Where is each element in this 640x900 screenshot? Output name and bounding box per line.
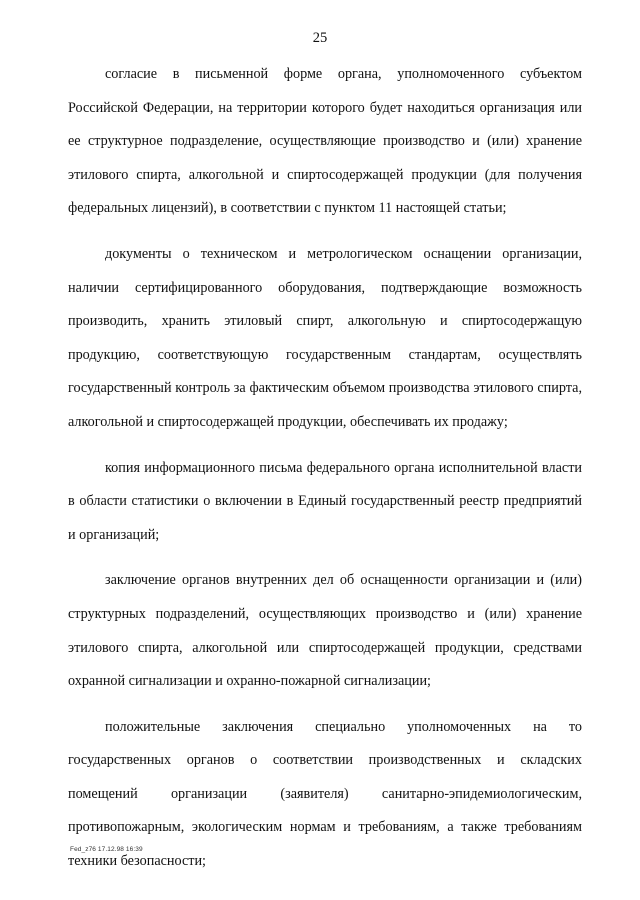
paragraph-technical-documents: документы о техническом и метрологическом оснащении организации, наличии сертифицированного оборудования, подтверждающие возможность производить, хранить этиловый спирт, алкогольную и спиртосодержащую продукцию, соответствующую государственным стандартам, осуществлять государственный контроль за фактическим объемом производства этилового спирта, алкогольной и спиртосодержащей продукции, обеспечивать их продажу; — [68, 245, 582, 430]
paragraph-state-conclusions: положительные заключения специально уполномоченных на то государственных органов о соответствии производственных и складских помещений организации (заявителя) санитарно-эпидемиологическим, противопожарным, экологическим нормам и требованиям, а также требованиям техники безопасности; — [68, 718, 582, 870]
paragraph-police-conclusion: заключение органов внутренних дел об оснащенности организации и (или) структурных подразделений, осуществляющих производство и (или) хранение этилового спирта, алкогольной или спиртосодержащей продукции, средствами охранной сигнализации и охранно-пожарной сигнализации; — [68, 572, 582, 690]
footer-file-code: Fed_z76 17.12.98 16:39 — [70, 846, 143, 853]
document-body — [68, 58, 582, 891]
paragraph-consent: согласие в письменной форме органа, уполномоченного субъектом Российской Федерации, на территории которого будет находиться организация или ее структурное подразделение, осуществляющие производство и (или) хранение этилового спирта, алкогольной и спиртосодержащей продукции (для получения федеральных лицензий), в соответствии с пунктом 11 настоящей статьи; — [68, 66, 582, 217]
page-number: 25 — [312, 30, 328, 46]
paragraph-statistics-letter: копия информационного письма федерального органа исполнительной власти в области статистики о включении в Единый государственный реестр предприятий и организаций; — [68, 459, 582, 543]
